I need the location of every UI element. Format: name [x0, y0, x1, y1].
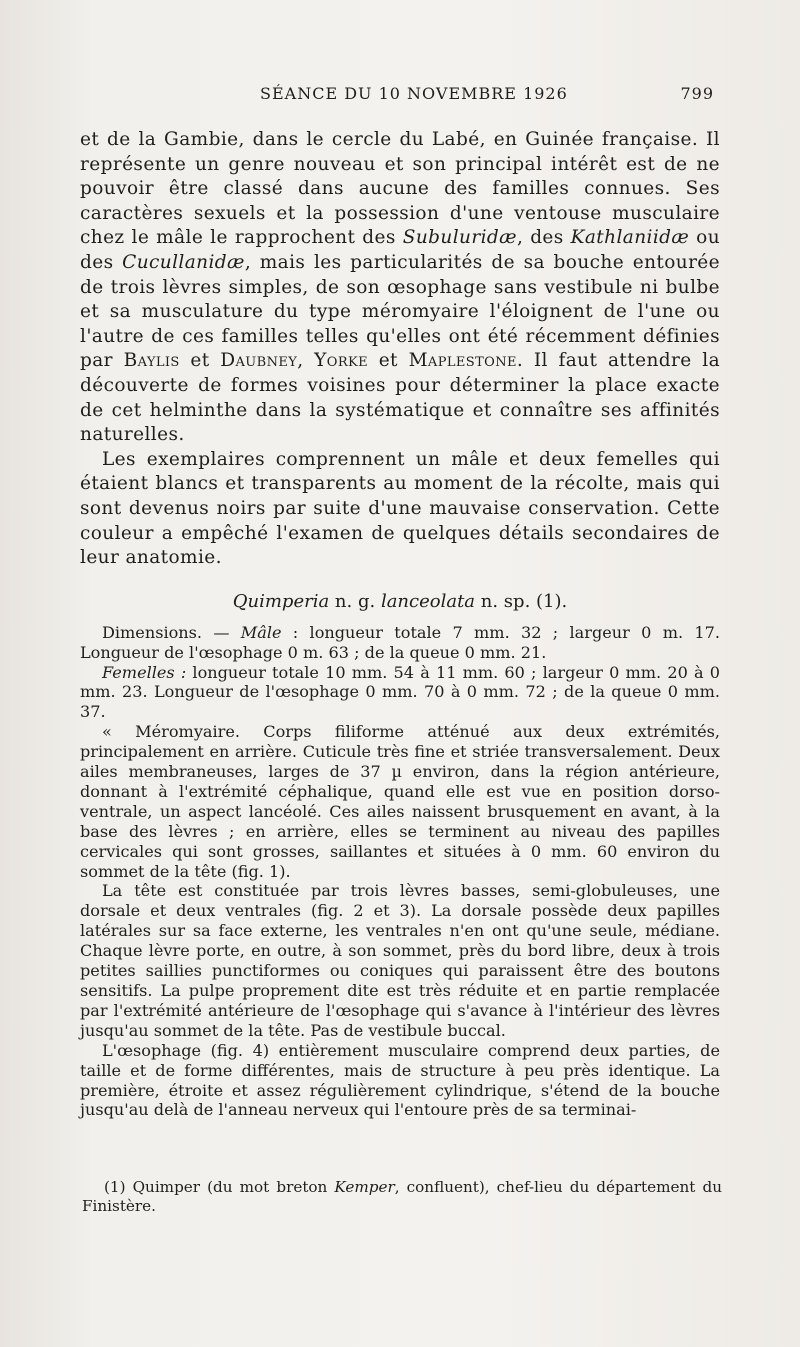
description-oesophagus: L'œsophage (fig. 4) entièrement musculaire comprend deux parties, de taille et de forme différentes, mais de structure à peu près identique. La première, étroite et assez régulièrement cylindrique, s'étend de la bouche jusqu'au delà de l'anneau nerveux qui l'entoure près de sa terminai-	[80, 1040, 720, 1120]
text-fragment: ,	[297, 350, 315, 372]
page-number: 799	[680, 84, 714, 103]
species-heading	[80, 591, 720, 613]
text-fragment: et	[368, 350, 409, 372]
taxon-kathlaniidae: Kathlaniidæ	[570, 227, 690, 249]
text-fragment: n. sp. (1).	[475, 590, 568, 612]
author-maplestone: Maplestone	[408, 350, 517, 372]
introduction	[80, 128, 720, 571]
text-fragment: (1) Quimper (du mot breton	[104, 1178, 335, 1196]
text-fragment: et	[179, 350, 221, 372]
footnote-text	[82, 1178, 722, 1216]
author-yorke: Yorke	[314, 350, 369, 372]
intro-paragraph	[80, 128, 720, 448]
dimensions-female	[80, 663, 720, 723]
main-text	[80, 128, 720, 1120]
taxon-cucullanidae: Cucullanidæ	[122, 251, 245, 273]
description-body: « Méromyaire. Corps filiforme atténué aux deux extrémités, principalement en arrière. Cuticule très fine et striée transversalement. Deux ailes membraneuses, larges de 37 µ environ, dans la région antérieure, donnant à l'extrémité céphalique, quand elle est vue en position dorso-ventrale, un aspect lancéolé. Ces ailes naissent brusquement en avant, à la base des lèvres ; en arrière, elles se terminent au niveau des papilles cervicales qui sont grosses, saillantes et situées à 0 mm. 60 environ du sommet de la tête (fig. 1).	[80, 722, 720, 881]
male-label: Mâle	[240, 622, 282, 642]
text-fragment: . Il faut attendre la découverte de formes voisines pour déterminer la place exacte de cet helminthe dans la systématique et connaître ses affinités naturelles.	[80, 350, 721, 446]
text-fragment: , des	[516, 227, 571, 249]
male-dimensions: : longueur totale 7 mm. 32 ; largeur 0 m. 17. Longueur de l'œsophage 0 m. 63 ; de la queue 0 mm. 21.	[80, 622, 720, 662]
intro-text: et de la Gambie, dans le cercle du Labé, en Guinée française. Il représente un genre nouveau et son principal intérêt est de ne pouvoir être classé dans aucune des familles connues. Ses caractères sexuels et la possession d'une ventouse musculaire chez le mâle le rapprochent des	[80, 129, 720, 249]
species-name: lanceolata	[380, 590, 476, 612]
text-fragment: ou des	[80, 227, 721, 273]
specimens-paragraph: Les exemplaires comprennent un mâle et deux femelles qui étaient blancs et transparents au moment de la récolte, mais qui sont devenus noirs par suite d'une mauvaise conservation. Cette couleur a empêché l'examen de quelques détails secondaires de leur anatomie.	[80, 448, 720, 569]
running-header	[82, 84, 714, 114]
dimensions-lead: Dimensions. —	[102, 622, 241, 642]
running-head: SÉANCE DU 10 NOVEMBRE 1926	[260, 84, 568, 103]
text-fragment: , confluent), chef-lieu du département du Finistère.	[82, 1178, 722, 1215]
author-baylis: Baylis	[123, 350, 180, 372]
dimensions-male	[80, 623, 720, 663]
text-fragment: , mais les particularités de sa bouche entourée de trois lèvres simples, de son œsophage sans vestibule ni bulbe et sa musculature du type méromyaire l'éloignent de l'une ou l'autre de ces familles telles qu'elles ont été récemment définies par	[80, 251, 721, 372]
taxon-subuluridae: Subuluridæ	[402, 227, 517, 249]
female-label: Femelles :	[102, 662, 187, 682]
text-fragment: n. g.	[329, 590, 381, 612]
author-daubney: Daubney	[220, 350, 298, 372]
footnote	[82, 1178, 722, 1216]
genus-name: Quimperia	[232, 590, 330, 612]
female-dimensions: longueur totale 10 mm. 54 à 11 mm. 60 ; largeur 0 mm. 20 à 0 mm. 23. Longueur de l'œsophage 0 mm. 70 à 0 mm. 72 ; de la queue 0 mm. 37.	[80, 662, 720, 722]
description	[80, 623, 720, 1121]
footnote-word: Kemper	[334, 1178, 395, 1196]
description-head: La tête est constituée par trois lèvres basses, semi-globuleuses, une dorsale et deux ventrales (fig. 2 et 3). La dorsale possède deux papilles latérales sur sa face externe, les ventrales n'en ont qu'une seule, médiane. Chaque lèvre porte, en outre, à son sommet, près du bord libre, deux à trois petites saillies punctiformes ou coniques qui paraissent être des boutons sensitifs. La pulpe proprement dite est très réduite et en partie remplacée par l'extrémité antérieure de l'œsophage qui s'avance à l'intérieur des lèvres jusqu'au sommet de la tête. Pas de vestibule buccal.	[80, 881, 720, 1040]
